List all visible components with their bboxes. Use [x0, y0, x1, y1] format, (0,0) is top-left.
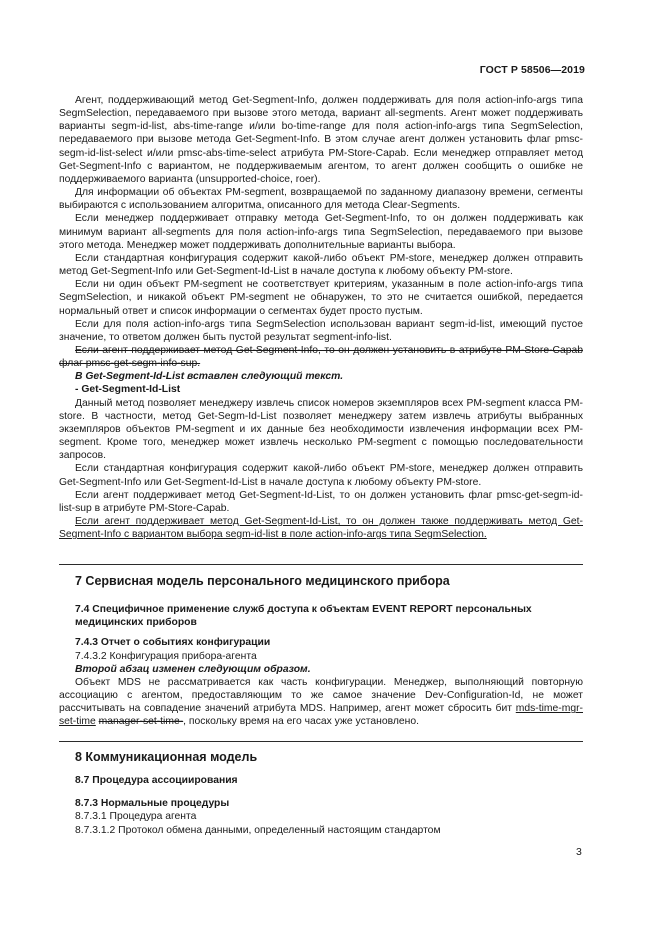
section-item-8-7-3-1-2: 8.7.3.1.2 Протокол обмена данными, определенный настоящим стандартом — [75, 824, 441, 836]
section-heading-7-4-3: 7.4.3 Отчет о событиях конфигурации — [75, 637, 271, 649]
inserted-term: mds-time-mgr-set-time — [59, 703, 583, 728]
document-standard-id: ГОСТ Р 58506—2019 — [479, 64, 585, 76]
section-item-8-7-3-1: 8.7.3.1 Процедура агента — [75, 811, 197, 823]
inserted-paragraph: Если агент поддерживает метод Get-Segment-Id-List, то он должен также поддерживать метод Get-Segment-Info с вариантом выбора segm-id-list в поле action-info-args типа SegmSelection. — [59, 516, 583, 541]
paragraph: Если агент поддерживает метод Get-Segment-Id-List, то он должен установить флаг pmsc-get-segm-id-list-sup в атрибуте PM-Store-Capab. — [59, 489, 583, 514]
paragraph-text: , поскольку время на его часах уже установлено. — [183, 716, 419, 728]
amendment-text-block — [59, 94, 583, 541]
page-number: 3 — [576, 846, 582, 858]
section-heading-8: 8 Коммуникационная модель — [75, 750, 258, 764]
amendment-note: Второй абзац изменен следующим образом. — [75, 663, 311, 675]
section-heading-7-4: 7.4 Специфичное применение служб доступа к объектам EVENT REPORT персональных медицинских приборов — [75, 604, 532, 629]
paragraph: Если ни один объект PM-segment не соответствует критериям, указанным в поле action-info-args типа SegmSelection, и никакой объект PM-segment не обнаружен, то это не считается ошибкой, передается нормальный ответ и список информации о сегментах будет просто пустым. — [59, 279, 583, 317]
paragraph: Для информации об объектах PM-segment, возвращаемой по заданному диапазону времени, сегменты выбираются с использованием алгоритма, описанного для метода Clear-Segments. — [59, 187, 583, 212]
paragraph: Если менеджер поддерживает отправку метода Get-Segment-Info, то он должен поддерживать как минимум вариант all-segments для поля action-info-args типа SegmSelection, передаваемого при вызове этого метода. Менеджер может поддерживать дополнительные варианты выбора. — [59, 213, 583, 251]
section-divider — [59, 741, 583, 742]
paragraph: Данный метод позволяет менеджеру извлечь список номеров экземпляров всех PM-segment класса PM-store. В частности, метод Get-Segm-Id-List позволяет менеджеру затем извлечь атрибуты выбранных экземпляров объектов PM-segment и их данные без необходимости извлечения информации всех PM-segment. Кроме того, менеджер может извлечь несколько PM-segment с помощью последовательности запросов. — [59, 397, 583, 462]
paragraph: Агент, поддерживающий метод Get-Segment-Info, должен поддерживать для поля action-info-args типа SegmSelection, передаваемого при вызове этого метода, вариант all-segments. Агент может поддерживать варианты segm-id-list, abs-time-range и/или bo-time-range для поля action-info-args типа SegmSelection, передаваемого при вызове метода Get-Segment-Info. В этом случае агент должен установить флаг pmsc-segm-id-list-select и/или pmsc-abs-time-select атрибута PM-Store-Capab. Если менеджер отправляет метод Get-Segment-Info с вариантом, не поддерживаемым агентом, то агент должен сообщить о ошибке не поддерживаемого варианта (unsupported-choice, roer). — [59, 95, 583, 185]
section-item-7-4-3-2: 7.4.3.2 Конфигурация прибора-агента — [75, 650, 257, 662]
paragraph: Если стандартная конфигурация содержит какой-либо объект PM-store, менеджер должен отправить метод Get-Segment-Info или Get-Segment-Id-List в начале доступа к любому объекту PM-store. — [59, 252, 583, 278]
paragraph: Если стандартная конфигурация содержит какой-либо объект PM-store, менеджер должен отправить Get-Segment-Info или Get-Segment-Id-List в начале доступа к любому объекту PM-store. — [59, 463, 583, 488]
section-heading-7: 7 Сервисная модель персонального медицинского прибора — [75, 574, 450, 588]
section-7-block — [59, 575, 583, 729]
section-heading-8-7: 8.7 Процедура ассоциирования — [75, 775, 238, 787]
amendment-note: В Get-Segment-Id-List вставлен следующий текст. — [75, 371, 344, 383]
method-heading: - Get-Segment-Id-List — [75, 384, 181, 396]
section-8-block — [59, 751, 583, 837]
deleted-paragraph: Если агент поддерживает метод Get-Segment-Info, то он должен установить в атрибуте PM-Store-Capab флаг pmsc-get-segm-info-sup. — [59, 344, 583, 370]
paragraph: Если для поля action-info-args типа SegmSelection использован вариант segm-id-list, имеющий пустое значение, то ответом должен быть пустой результат segment-info-list. — [59, 318, 583, 343]
section-heading-8-7-3: 8.7.3 Нормальные процедуры — [75, 798, 230, 810]
paragraph-text: Объект MDS не рассматривается как часть конфигурации. Менеджер, выполняющий повторную ассоциацию с агентом, предоставляющим то же самое значение Dev-Configuration-Id, не может рассчитывать на совпадение значений атрибута MDS. Например, агент может сбросить бит — [59, 676, 583, 715]
deleted-term: manager-set-time- — [98, 716, 184, 728]
section-divider — [59, 564, 583, 565]
paragraph — [59, 676, 583, 729]
